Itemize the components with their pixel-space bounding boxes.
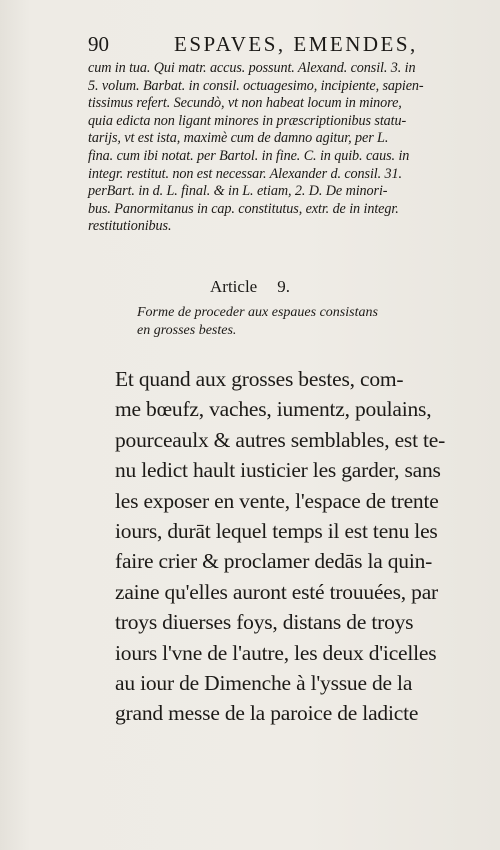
body-line: au iour de Dimenche à l'yssue de la	[115, 671, 413, 696]
note-line: cum in tua. Qui matr. accus. possunt. Alexand. consil. 3. in	[88, 60, 416, 76]
note-line: perBart. in d. L. final. & in L. etiam, 2. D. De minori-	[88, 183, 388, 200]
article-title	[137, 304, 457, 340]
note-line: restitutionibus.	[88, 218, 172, 235]
article-title-line: en grosses bestes.	[137, 323, 237, 338]
body-line: me bœufz, vaches, iumentz, poulains,	[115, 397, 432, 422]
body-paragraph	[115, 364, 485, 729]
page-number: 90	[88, 32, 109, 56]
note-line: integr. restitut. non est necessar. Alexander d. consil. 31.	[88, 165, 402, 182]
article-number: 9.	[277, 277, 290, 296]
note-line: tarijs, vt est ista, maximè cum de damno agitur, per L.	[88, 130, 389, 147]
running-title: ESPAVES, EMENDES,	[174, 32, 418, 56]
note-line: bus. Panormitanus in cap. constitutus, extr. de in integr.	[88, 200, 399, 217]
note-line: fina. cum ibi notat. per Bartol. in fine. C. in quib. caus. in	[88, 147, 410, 164]
article-heading	[0, 277, 500, 297]
body-line: nu ledict hault iusticier les garder, sans	[115, 458, 441, 483]
marginal-notes	[88, 60, 488, 236]
body-line: Et quand aux grosses bestes, com-	[115, 367, 404, 391]
body-line: iours, durāt lequel temps il est tenu les	[115, 519, 438, 544]
body-line: les exposer en vente, l'espace de trente	[115, 488, 439, 513]
body-line: iours l'vne de l'autre, les deux d'icelles	[115, 640, 437, 665]
body-line: pourceaulx & autres semblables, est te-	[115, 427, 446, 452]
note-line: 5. volum. Barbat. in consil. octuagesimo, incipiente, sapien-	[88, 77, 424, 94]
article-label: Article	[210, 277, 258, 296]
body-line: troys diuerses foys, distans de troys	[115, 610, 414, 635]
note-line: quia edicta non ligant minores in præscriptionibus statu-	[88, 112, 407, 129]
body-line: zaine qu'elles auront esté trouuées, par	[115, 579, 439, 604]
body-line: grand messe de la paroice de ladicte	[115, 701, 419, 726]
article-title-line: Forme de proceder aux espaues consistans	[137, 305, 378, 320]
page-header	[88, 30, 478, 60]
note-line: tissimus refert. Secundò, vt non habeat locum in minore,	[88, 95, 402, 112]
body-line: faire crier & proclamer dedās la quin-	[115, 549, 433, 574]
